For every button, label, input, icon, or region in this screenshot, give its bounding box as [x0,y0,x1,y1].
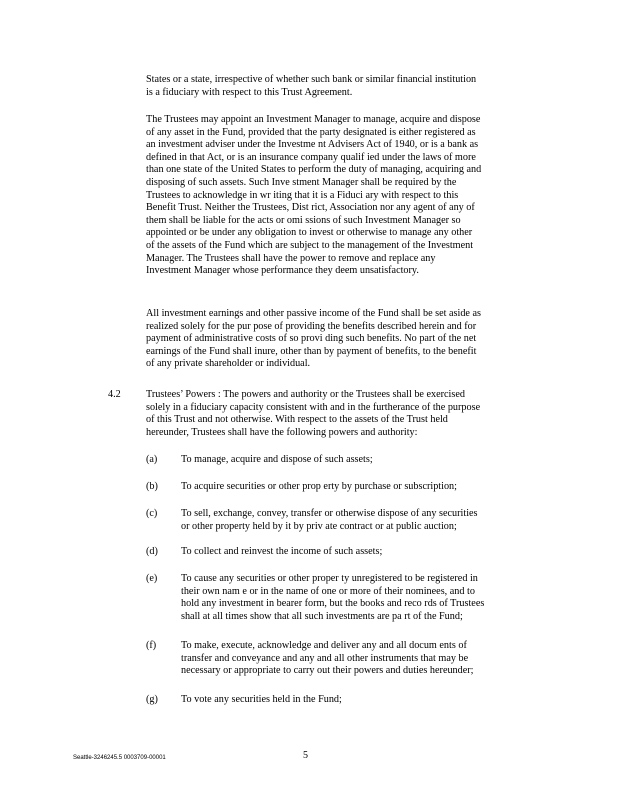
intro-paragraph [146,74,546,99]
paragraph-line: of any asset in the Fund, provided that the party designated is either registered as [146,126,476,138]
section-line: of this Trust and not otherwise. With respect to the assets of the Trust held [146,414,448,426]
list-item-label: (a) [146,454,158,465]
list-item-label: (b) [146,481,158,492]
paragraph-line: Manager. The Trustees shall have the power to remove and replace any [146,252,436,264]
list-item-line: To make, execute, acknowledge and deliver any and all docum ents of [181,640,467,651]
paragraph-line: appointed or be under any obligation to invest or otherwise to manage any other [146,227,473,239]
investment-manager-paragraph [146,114,546,278]
paragraph-line: Benefit Trust. Neither the Trustees, Dist rict, Association nor any agent of any of [146,202,475,214]
paragraph-line: an investment adviser under the Investme nt Advisers Act of 1940, or is a bank as [146,139,479,151]
page-number: 5 [303,750,308,761]
list-item-line: To cause any securities or other proper ty unregistered to be registered in [181,573,478,584]
paragraph-line: them shall be liable for the acts or omi ssions of such Investment Manager so [146,214,461,226]
section-line: Trustees’ Powers : The powers and authority or the Trustees shall be exercised [146,389,465,400]
list-item-line: To collect and reinvest the income of such assets; [181,546,383,557]
list-item-line: their own nam e or in the name of one or more of their nominees, and to [181,585,475,597]
list-item-line: or other property held by it by priv ate contract or at public auction; [181,520,457,532]
list-item-line: To vote any securities held in the Fund; [181,694,342,705]
paragraph-line: The Trustees may appoint an Investment Manager to manage, acquire and dispose [146,114,481,125]
paragraph-line: of any private shareholder or individual. [146,358,311,370]
list-item-label: (e) [146,573,158,584]
section-paragraph [146,389,546,439]
list-item-line: hold any investment in bearer form, but the books and reco rds of Trustees [181,598,485,610]
list-item-line: To sell, exchange, convey, transfer or otherwise dispose of any securities [181,508,478,519]
paragraph-line: disposing of such assets. Such Inve stment Manager shall be required by the [146,176,457,188]
paragraph-line: payment of administrative costs of so provi ding such benefits. No part of the net [146,333,477,345]
paragraph-line: earnings of the Fund shall inure, other than by payment of benefits, to the benefit [146,345,477,357]
list-item-line: necessary or appropriate to carry out their powers and duties hereunder; [181,665,474,677]
list-item-label: (d) [146,546,158,557]
section-line: solely in a fiduciary capacity consistent with and in the furtherance of the purpose [146,401,481,413]
paragraph-line: than one state of the United States to perform the duty of managing, acquiring and [146,164,482,176]
list-item-line: transfer and conveyance and any and all other instruments that may be [181,652,469,664]
list-item-label: (g) [146,694,158,705]
paragraph-line: defined in that Act, or is an insurance company qualif ied under the laws of more [146,151,476,163]
section-line: hereunder, Trustees shall have the following powers and authority: [146,426,418,438]
paragraph-line: of the assets of the Fund which are subject to the management of the Investment [146,239,474,251]
intro-line: is a fiduciary with respect to this Trust Agreement. [146,86,353,98]
intro-line: States or a state, irrespective of whether such bank or similar financial institution [146,74,477,85]
list-item-label: (f) [146,640,157,651]
list-item-label: (c) [146,508,158,519]
paragraph-line: Investment Manager whose performance they deem unsatisfactory. [146,265,419,277]
list-item-line: To manage, acquire and dispose of such assets; [181,454,373,465]
paragraph-line: All investment earnings and other passive income of the Fund shall be set aside as [146,308,481,319]
earnings-paragraph [146,308,546,371]
paragraph-line: Trustees to acknowledge in wr iting that it is a Fiduci ary with respect to this [146,189,459,201]
list-item-line: To acquire securities or other prop erty by purchase or subscription; [181,481,457,492]
list-item-line: shall at all times show that all such investments are pa rt of the Fund; [181,610,463,622]
section-number: 4.2 [108,389,121,400]
paragraph-line: realized solely for the pur pose of providing the benefits described herein and for [146,320,477,332]
footer-document-id: Seattle-3246245.5 0003709-00001 [73,755,166,761]
